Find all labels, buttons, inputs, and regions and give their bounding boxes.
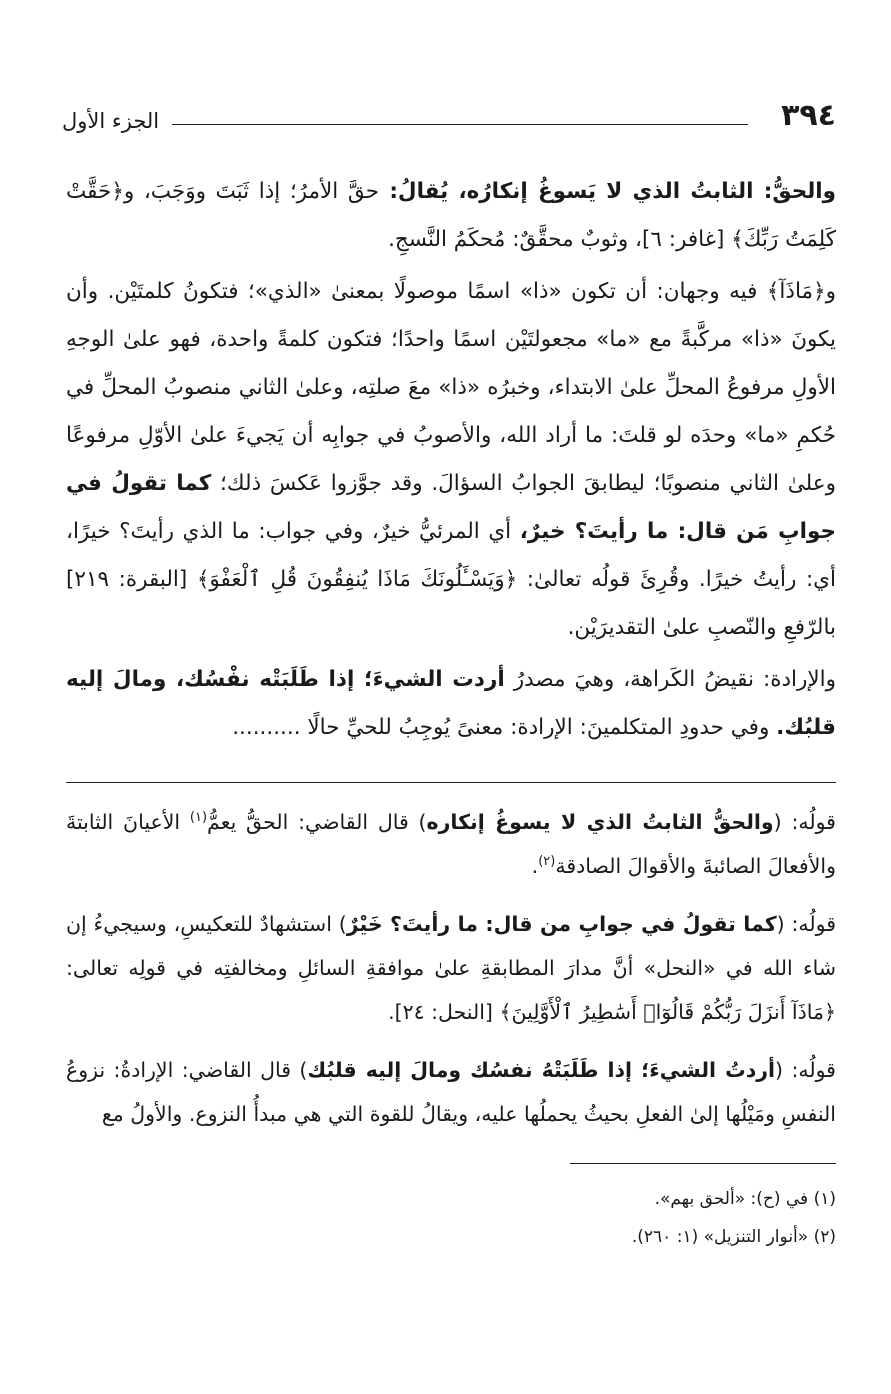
footnotes [66,1180,836,1256]
text-commentary-separator [66,782,836,783]
part-title: الجزء الأول [62,109,160,133]
text-run: وفي حدودِ المتكلمينَ: الإرادة: معنىً يُوجِبُ للحيِّ حالًا .......... [232,715,777,740]
main-paragraph-3 [66,656,836,752]
text-run: حقَّ الأمرُ؛ إذا ثَبَتَ ووَجَبَ، و﴿حَقَّتْ كَلِمَتُ رَبِّكَ﴾ [غافر: ٦]، وثوبٌ محقَّقٌ: مُحكَمُ النَّسجِ. [66,179,836,252]
text-run: والإرادة: نقيضُ الكَراهة، وهيَ مصدرُ [504,667,837,692]
text-run: الأعيانَ الثابتةَ والأفعالَ الصائبةَ والأقوالَ الصادقة [66,810,836,878]
footnote-2: (٢) «أنوار التنزيل» (١: ٢٦٠). [631,1227,836,1247]
text-run: . [531,854,539,878]
commentary-paragraph-1 [66,800,836,888]
text-run: قولُه: ( [775,1058,836,1082]
bold-run: كما تقولُ في جوابِ من قال: ما رأيتَ؟ خَيْرٌ [346,912,777,936]
bold-run: أردتُ الشيءَ؛ إذا طَلَبَتْهُ نفسُك ومالَ إليه قلبُك [307,1058,776,1082]
bold-run: أردت الشيءَ؛ إذا طَلَبَتْه نفْسُك، ومالَ إليه قلبُك. [66,667,836,740]
footnote-ref: (١) [189,810,208,826]
text-run: أي المرئيُّ خيرٌ، وفي جواب: ما الذي رأيتَ؟ خيرًا، أي: رأيتُ خيرًا. وقُرِئَ قولُه تعالىٰ: ﴿وَيَسْـَٔلُونَكَ مَاذَا يُنفِقُونَ قُلِ ٱلْعَفْوَ﴾ [البقرة: ٢١٩] بالرّفعِ والنّصبِ علىٰ التقديرَيْن. [66,519,836,640]
bold-run: كما تقولُ في جوابِ مَن قال: ما رأيتَ؟ خيرٌ، [66,471,836,544]
text-run: ) استشهادٌ للتعكيسِ، وسيجيءُ إن شاء الله في «النحل» أنَّ مدارَ المطابقةِ علىٰ موافقةِ السائلِ ومخالفتِه في قولِه تعالى: ﴿مَاذَآ أَنزَلَ رَبُّكُمْ قَالُوٓا۟ أَسَٰطِيرُ ٱلْأَوَّلِينَ﴾ [النحل: ٢٤]. [66,912,836,1024]
main-paragraph-2 [66,268,836,652]
text-run: قولُه: ( [776,912,836,936]
text-run: قولُه: ( [773,810,836,834]
header-rule [172,124,748,125]
text-run: ) قال القاضي: الحقُّ يعمُّ [207,810,427,834]
footnote-ref: (٢) [538,854,556,870]
text-run: ) قال القاضي: الإرادةُ: نزوعُ النفسِ ومَيْلُها إلىٰ الفعلِ بحيثُ يحملُها عليه، ويقالُ للقوة التي هي مبدأُ النزوع. والأولُ مع [66,1058,836,1126]
bold-run: والحقُّ الثابتُ الذي لا يسوغُ إنكاره [426,810,774,834]
footnote-rule [570,1163,836,1164]
main-text [66,168,836,752]
text-run: و﴿مَاذَآ﴾ فيه وجهان: أن تكون «ذا» اسمًا موصولًا بمعنىٰ «الذي»؛ فتكونُ كلمتَيْن. وأن يكونَ «ذا» مركَّبةً مع «ما» مجعولتَيْن اسمًا واحدًا؛ فتكون كلمةً واحدة، فهو علىٰ الوجهِ الأولِ مرفوعُ المحلِّ علىٰ الابتداء، وخبرُه «ذا» معَ صلتِه، وعلىٰ الثاني منصوبُ المحلِّ في حُكمِ «ما» وحدَه لو قلتَ: ما أراد الله، والأصوبُ في جوابِه أن يَجيءَ علىٰ الأوّلِ مرفوعًا وعلىٰ الثاني منصوبًا؛ ليطابقَ الجوابُ السؤالَ. وقد جوَّزوا عَكسَ ذلك؛ [66,279,836,496]
commentary-paragraph-3 [66,1048,836,1136]
commentary-paragraph-2 [66,902,836,1034]
page-header [62,96,836,148]
footnote-1: (١) في (ح): «ألحق بهم». [654,1189,836,1209]
bold-run: والحقُّ: الثابتُ الذي لا يَسوغُ إنكارُه، يُقالُ: [379,179,837,204]
main-paragraph-1 [66,168,836,264]
page-number: ٣٩٤ [781,98,836,133]
commentary [66,800,836,1136]
